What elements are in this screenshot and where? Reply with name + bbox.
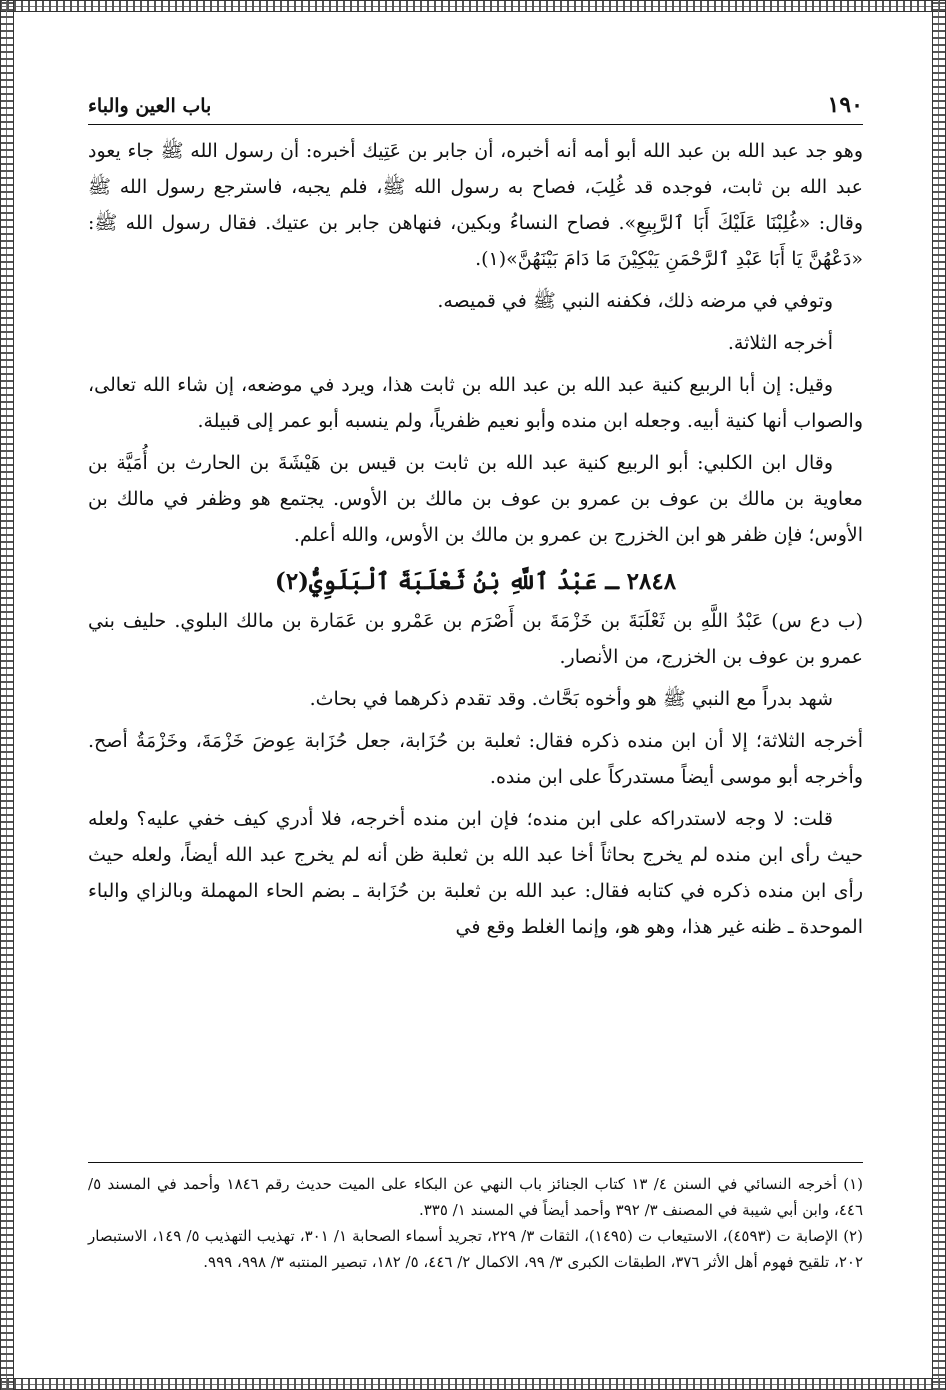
paragraph: وقيل: إن أبا الربيع كنية عبد الله بن عبد الله بن ثابت هذا، ويرد في موضعه، إن شاء الله تعالى، والصواب أنها كنية أبيه. وجعله ابن منده وأبو نعيم ظفرياً، ولم ينسبه أبو عمر إلى قبيلة. — [88, 374, 863, 432]
page-border-bottom — [0, 1378, 946, 1390]
footnotes — [88, 1162, 863, 1275]
page-number: ١٩٠ — [827, 92, 863, 118]
footnote: (١) أخرجه النسائي في السنن ٤/ ١٣ كتاب الجنائز باب النهي عن البكاء على الميت حديث رقم ١٨٤٦ وأحمد في المسند ٥/ ٤٤٦، وابن أبي شيبة في المصنف ٣/ ٣٩٢ وأحمد أيضاً في المسند ١/ ٣٣٥. — [88, 1175, 863, 1219]
paragraph: قلت: لا وجه لاستدراكه على ابن منده؛ فإن ابن منده أخرجه، فلا أدري كيف خفي عليه؟ ولعله حيث رأى ابن منده لم يخرج بحاثاً أخا عبد الله بن ثعلبة ظن أنه لم يخرج عبد الله أيضاً، ولعله حيث رأى ابن منده ذكره في كتابه فقال: عبد الله بن ثعلبة بن حُزَابة ـ بضم الحاء المهملة وبالزاي والباء الموحدة ـ ظنه غير هذا، وهو هو، وإنما الغلط وقع في — [88, 808, 863, 938]
page-border-right — [932, 0, 946, 1390]
paragraph: وتوفي في مرضه ذلك، فكفنه النبي ﷺ في قميصه. — [437, 290, 833, 312]
entry-title: ٢٨٤٨ ـ عَبْدُ ٱللَّهِ بْنُ ثَعْلَبَةَ ٱلْبَلَوِيُّ(٢) — [274, 568, 677, 595]
paragraph: (ب دع س) عَبْدُ اللَّهِ بن ثَعْلَبَةَ بن خَزْمَةَ بن أَصْرَم بن عَمْرو بن عَمَارة بن مالك البلوي. حليف بني عمرو بن عوف بن الخزرج، من الأنصار. — [88, 610, 863, 668]
paragraph: شهد بدراً مع النبي ﷺ هو وأخوه بَحَّاث. وقد تقدم ذكرهما في بحاث. — [309, 688, 833, 710]
paragraph: وهو جد عبد الله بن عبد الله أبو أمه أنه أخبره، أن جابر بن عَتِيك أخبره: أن رسول الله ﷺ جاء يعود عبد الله بن ثابت، فوجده قد غُلِبَ، فصاح به رسول الله ﷺ، فلم يجبه، فاسترجع رسول الله ﷺ وقال: «غُلِبْنَا عَلَيْكَ أَبَا ٱلرَّبِيعِ». فصاح النساءُ وبكين، فنهاهن جابر بن عتيك. فقال رسول الله ﷺ: «دَعْهُنَّ يَا أَبَا عَبْدِ ٱلرَّحْمَنِ يَبْكِيْنَ مَا دَامَ بَيْنَهُنَّ»(١). — [88, 140, 863, 270]
page-border-left — [0, 0, 14, 1390]
page-content — [88, 92, 863, 951]
paragraph: وقال ابن الكلبي: أبو الربيع كنية عبد الله بن ثابت بن قيس بن هَيْشَةَ بن الحارث بن أُمَيَّة بن معاوية بن مالك بن عوف بن عمرو بن عوف بن مالك بن الأوس. يجتمع هو وظفر في مالك بن الأوس؛ فإن ظفر هو ابن الخزرج بن عمرو بن مالك بن الأوس، والله أعلم. — [88, 452, 863, 546]
page-border-top — [0, 0, 946, 12]
paragraph: أخرجه الثلاثة. — [727, 332, 833, 354]
running-header — [88, 92, 863, 125]
footnote: (٢) الإصابة ت (٤٥٩٣)، الاستيعاب ت (١٤٩٥)، الثقات ٣/ ٢٢٩، تجريد أسماء الصحابة ١/ ٣٠١، تهذيب التهذيب ٥/ ١٤٩، الاستبصار ٢٠٢، تلقيح فهوم أهل الأثر ٣٧٦، الطبقات الكبرى ٣/ ٩٩، الاكمال ٢/ ٤٤٦، ٥/ ١٨٢، تبصير المنتبه ٣/ ٩٩٨، ٩٩٩. — [88, 1227, 863, 1271]
section-title: باب العين والباء — [88, 95, 212, 117]
paragraph: أخرجه الثلاثة؛ إلا أن ابن منده ذكره فقال: ثعلبة بن حُزَابة، جعل حُزَابة عِوضَ خَزْمَةَ، وخَزْمَةُ أصح. وأخرجه أبو موسى أيضاً مستدركاً على ابن منده. — [88, 730, 863, 788]
main-text — [88, 133, 863, 945]
